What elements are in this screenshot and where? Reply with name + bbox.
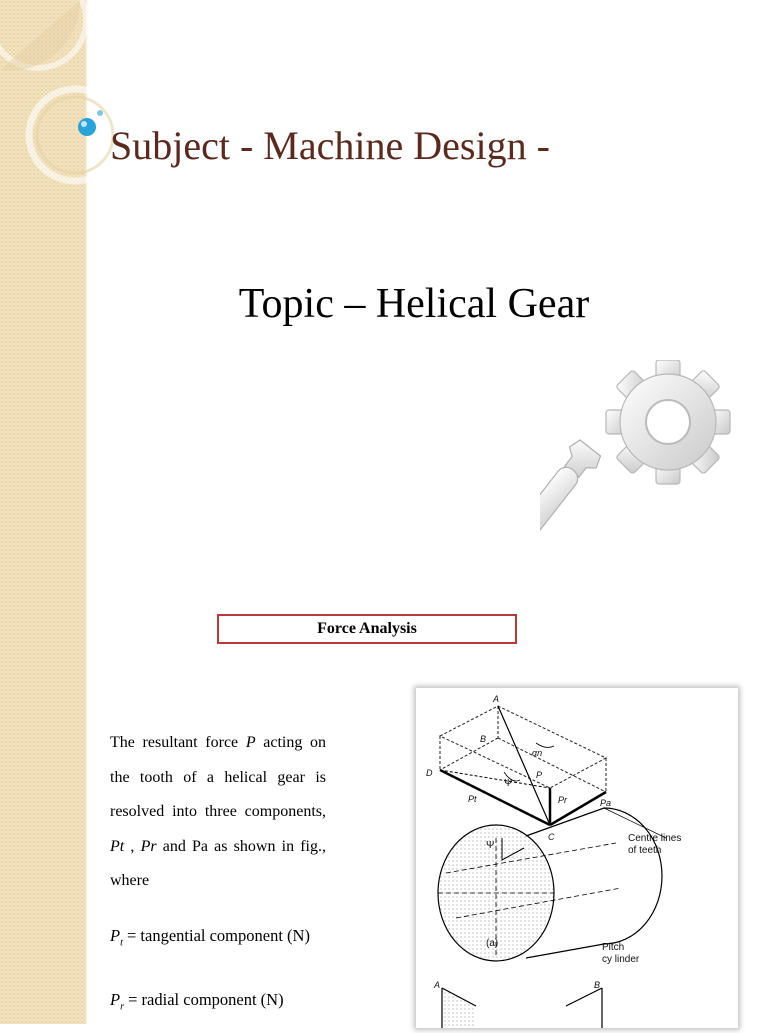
def-text: = radial component (N) <box>128 990 284 1009</box>
label-p: P <box>536 770 543 780</box>
helical-gear-force-diagram <box>416 688 738 1028</box>
label-cylinder: cy linder <box>602 954 640 965</box>
label-pt: Pt <box>468 794 477 804</box>
subject-title: Subject - Machine Design - <box>110 123 550 168</box>
label-pr: Pr <box>558 795 567 805</box>
para-text-3: and Pa as shown in fig., where <box>110 837 327 889</box>
para-symbol-pt: Pt <box>110 837 125 855</box>
label-c: C <box>548 832 555 842</box>
label-a-lower: A <box>434 980 441 990</box>
def-symbol: P <box>110 990 121 1009</box>
label-psi-2: Ψ <box>486 840 495 851</box>
def-subscript: t <box>120 937 123 949</box>
para-text-1: The resultant force <box>110 734 239 751</box>
force-analysis-heading <box>217 614 517 644</box>
label-a-caption: (a) <box>486 938 499 949</box>
label-pa: Pa <box>600 798 612 808</box>
topic-title: Topic – Helical Gear <box>238 281 590 327</box>
label-b: B <box>480 734 487 744</box>
label-b-lower: B <box>594 980 601 990</box>
label-alpha: αn <box>532 748 543 758</box>
label-centre-lines: Centre lines <box>628 833 682 844</box>
bullet-dot-icon <box>78 118 96 136</box>
def-symbol: P <box>110 926 121 945</box>
pt-arrow <box>440 770 550 825</box>
para-symbol-pr: Pr <box>140 837 157 855</box>
force-analysis-label: Force Analysis <box>317 620 417 637</box>
label-pitch: Pitch <box>602 942 625 953</box>
label-of-teeth: of teeth <box>628 845 662 856</box>
gear-wrench-icon <box>540 360 740 550</box>
def-text: = tangential component (N) <box>127 926 310 945</box>
para-symbol-p: P <box>245 734 256 751</box>
def-subscript: r <box>120 1001 124 1013</box>
description-paragraph <box>110 726 326 899</box>
para-sep: , <box>124 837 135 855</box>
label-a: A <box>493 694 500 704</box>
definition-tangential <box>110 926 310 948</box>
decorative-rings <box>0 0 140 200</box>
definition-radial <box>110 990 284 1012</box>
para-text-2: acting on the tooth of a helical gear is resolved into three components, <box>110 734 327 820</box>
force-diagram-figure <box>416 688 738 1028</box>
label-psi: Ψ <box>504 778 513 789</box>
label-d: D <box>426 768 433 778</box>
